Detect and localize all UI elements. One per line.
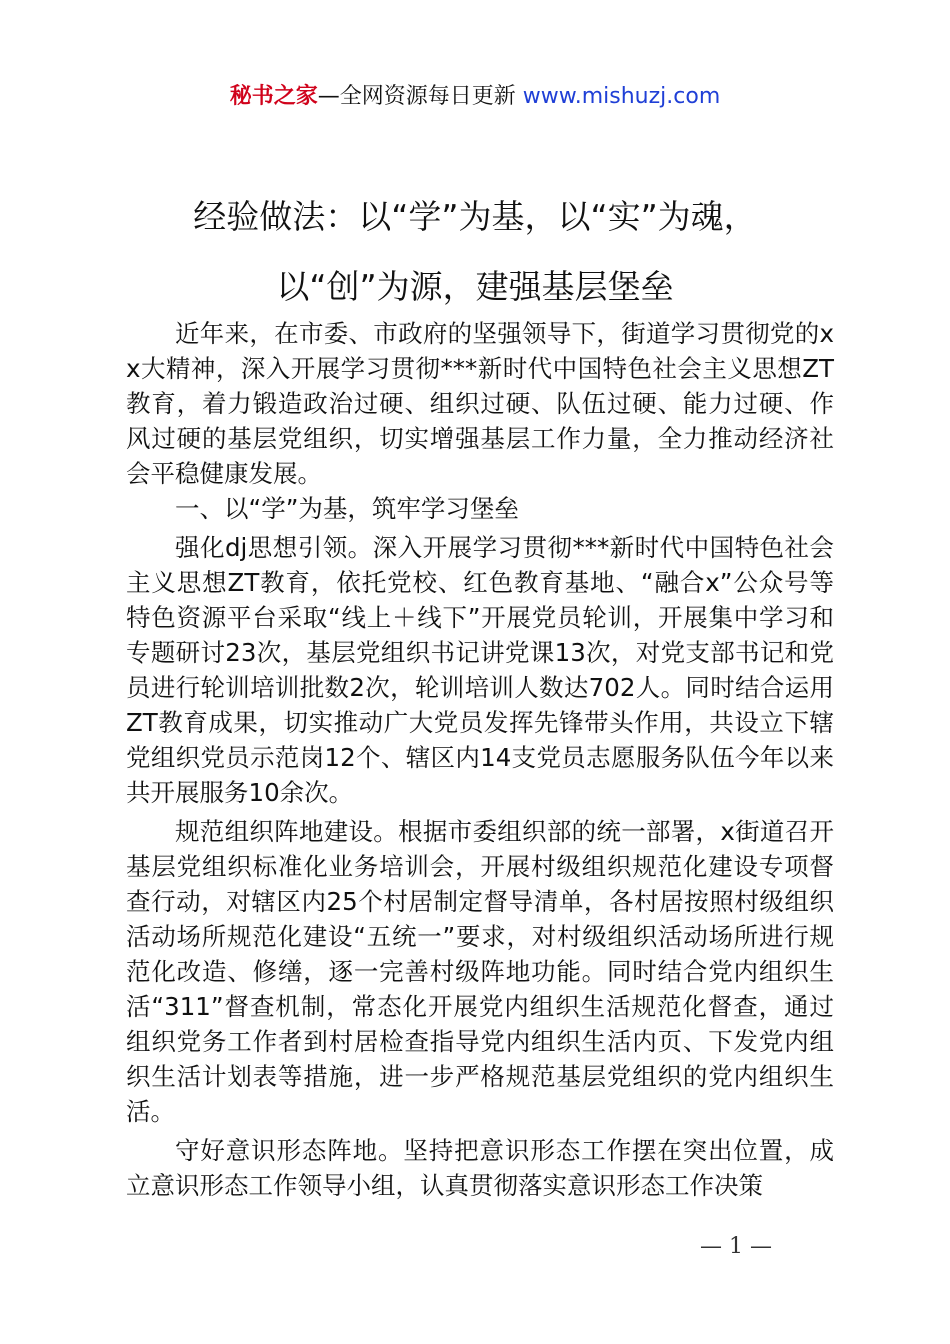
site-header <box>0 82 950 112</box>
title-line-2: 以“创”为源，建强基层堡垒 <box>276 267 674 306</box>
paragraph-study: 强化dj思想引领。深入开展学习贯彻***新时代中国特色社会主义思想ZT教育，依托党校、红色教育基地、“融合x”公众号等特色资源平台采取“线上＋线下”开展党员轮训，开展集中学习和专题研讨23次，基层党组织书记讲党课13次，对党支部书记和党员进行轮训培训批数2次，轮训培训人数达702人。同时结合运用ZT教育成果，切实推动广大党员发挥先锋带头作用，共设立下辖党组织党员示范岗12个、辖区内14支党员志愿服务队伍今年以来共开展服务10余次。 <box>126 533 834 807</box>
paragraph-ideology: 守好意识形态阵地。坚持把意识形态工作摆在突出位置，成立意识形态工作领导小组，认真贯彻落实意识形态工作决策 <box>126 1136 834 1200</box>
site-brand: 秘书之家 <box>229 84 318 109</box>
document-title <box>60 182 890 322</box>
paragraph-organization: 规范组织阵地建设。根据市委组织部的统一部署，x街道召开基层党组织标准化业务培训会，开展村级组织规范化建设专项督查行动，对辖区内25个村居制定督导清单，各村居按照村级组织活动场所规范化建设“五统一”要求，对村级组织活动场所进行规范化改造、修缮，逐一完善村级阵地功能。同时结合党内组织生活“311”督查机制，常态化开展党内组织生活规范化督查，通过组织党务工作者到村居检查指导党内组织生活内页、下发党内组织生活计划表等措施，进一步严格规范基层党组织的党内组织生活。 <box>126 817 834 1126</box>
site-url-link[interactable]: www.mishuzj.com <box>522 84 721 109</box>
page-number: — 1 — <box>700 1234 772 1259</box>
paragraph-intro: 近年来，在市委、市政府的坚强领导下，街道学习贯彻党的xx大精神，深入开展学习贯彻***新时代中国特色社会主义思想ZT教育，着力锻造政治过硬、组织过硬、队伍过硬、能力过硬、作风过硬的基层党组织，切实增强基层工作力量，全力推动经济社会平稳健康发展。 <box>126 319 834 488</box>
title-line-1: 经验做法：以“学”为基，以“实”为魂， <box>193 197 757 236</box>
section-heading: 一、以“学”为基，筑牢学习堡垒 <box>175 494 519 523</box>
document-body <box>126 316 834 1203</box>
site-tagline: —全网资源每日更新 <box>317 84 523 109</box>
